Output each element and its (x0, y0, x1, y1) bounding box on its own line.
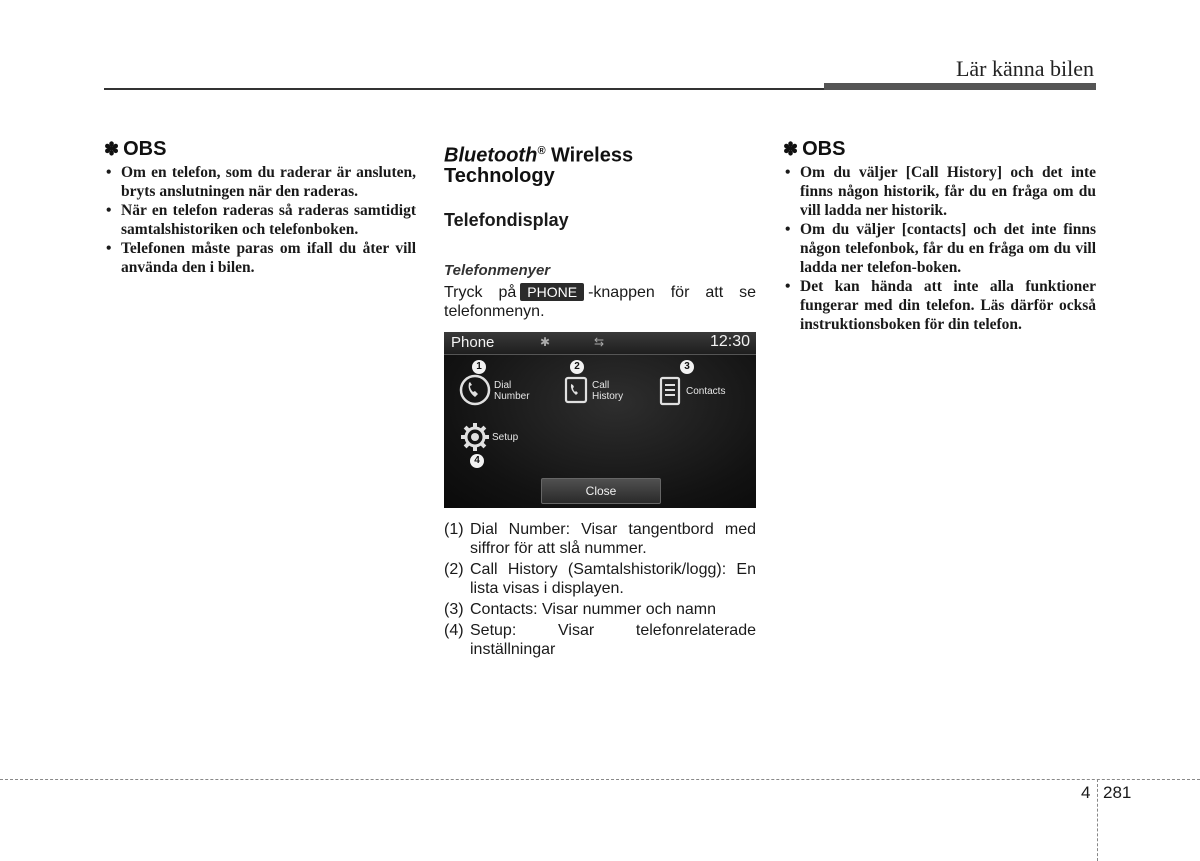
list-item (444, 621, 756, 659)
section-title-rest: Wireless (545, 144, 634, 167)
intro-text-before: Tryck på (444, 284, 517, 301)
usb-icon: ⇆ (594, 335, 605, 349)
gear-icon[interactable] (460, 422, 490, 452)
bluetooth-icon: ✱ (540, 335, 551, 349)
left-column (104, 138, 416, 277)
screen-title: Phone (451, 334, 495, 351)
intro-text-after: -knappen för att se telefonmenyn. (444, 284, 756, 320)
caption-number: (4) (444, 622, 464, 639)
section-title-italic: Bluetooth (444, 144, 538, 167)
section-title-line2: Technology (444, 164, 555, 187)
menu-label-line1: Contacts (686, 386, 726, 397)
registered-mark: ® (537, 145, 546, 157)
callout-number-2: 2 (570, 360, 584, 374)
call-history-label[interactable] (592, 380, 623, 402)
obs-heading-text: OBS (123, 138, 167, 160)
header-rule-accent (824, 83, 1096, 90)
obs-list-left (104, 163, 416, 277)
menu-label-line2: History (592, 391, 624, 402)
caption-number: (1) (444, 521, 464, 538)
callout-number-4: 4 (470, 454, 484, 468)
setup-label[interactable] (492, 432, 518, 443)
list-item: • Om du väljer [Call History] och det inte finns någon historik, får du en fråga om du vill ladda ner historik. (783, 163, 1096, 220)
obs-heading-right (783, 138, 1096, 161)
list-item: • Telefonen måste paras om ifall du åter vill använda den i bilen. (104, 239, 416, 277)
list-item (444, 520, 756, 558)
middle-column (444, 138, 756, 678)
menu-label-line1: Dial (494, 380, 512, 391)
footer-divider (0, 779, 1200, 780)
phone-key-badge: PHONE (520, 283, 584, 301)
list-item: • Om du väljer [contacts] och det inte finns någon telefonbok, får du en fråga om du vill ladda ner telefon-boken. (783, 220, 1096, 277)
caption-text: Call History (Samtalshistorik/logg): En lista visas i displayen. (470, 561, 756, 597)
obs-heading-text: OBS (802, 138, 846, 160)
dial-number-label[interactable] (494, 380, 530, 402)
callout-number-1: 1 (472, 360, 486, 374)
caption-text: Contacts: Visar nummer och namn (470, 601, 717, 618)
chapter-number: 4 (1081, 783, 1091, 802)
list-item: • Om en telefon, som du raderar är ansluten, bryts anslutningen när den raderas. (104, 163, 416, 201)
caption-text: Setup: Visar telefonrelaterade inställningar (470, 622, 756, 658)
list-item: • Det kan hända att inte alla funktioner fungerar med din telefon. Läs därför också instruktionsboken för din telefon. (783, 277, 1096, 334)
contacts-icon[interactable] (658, 376, 682, 406)
section-title (444, 141, 756, 186)
caption-list (444, 520, 756, 661)
list-item (444, 600, 756, 619)
asterisk-icon: ✽ (783, 139, 799, 159)
right-column (783, 138, 1096, 334)
phone-handset-icon[interactable] (459, 374, 491, 406)
close-button[interactable]: Close (541, 478, 661, 504)
caption-text: Dial Number: Visar tangentbord med siffror för att slå nummer. (470, 521, 756, 557)
menu-heading: Telefonmenyer (444, 262, 551, 279)
header-rule (104, 88, 824, 90)
list-item: • När en telefon raderas så raderas samtidigt samtalshistoriken och telefonboken. (104, 201, 416, 239)
list-item (444, 560, 756, 598)
caption-number: (2) (444, 561, 464, 578)
menu-label-line1: Call (592, 380, 610, 391)
contacts-label[interactable] (686, 386, 725, 397)
intro-paragraph (444, 283, 756, 321)
phone-menu-screenshot (444, 332, 756, 508)
screen-clock: 12:30 (709, 333, 750, 350)
menu-label-line2: Number (494, 391, 530, 402)
asterisk-icon: ✽ (104, 139, 120, 159)
caption-number: (3) (444, 601, 464, 618)
subsection-title: Telefondisplay (444, 210, 569, 230)
menu-label-line1: Setup (492, 432, 519, 443)
call-history-icon[interactable] (564, 376, 588, 404)
obs-heading-left (104, 138, 416, 161)
page-header-title: Lär känna bilen (955, 56, 1094, 81)
obs-list-right (783, 163, 1096, 334)
footer-vertical-divider (1097, 779, 1098, 861)
callout-number-3: 3 (680, 360, 694, 374)
screen-status-bar (444, 332, 756, 355)
page-number: 281 (1103, 783, 1132, 802)
